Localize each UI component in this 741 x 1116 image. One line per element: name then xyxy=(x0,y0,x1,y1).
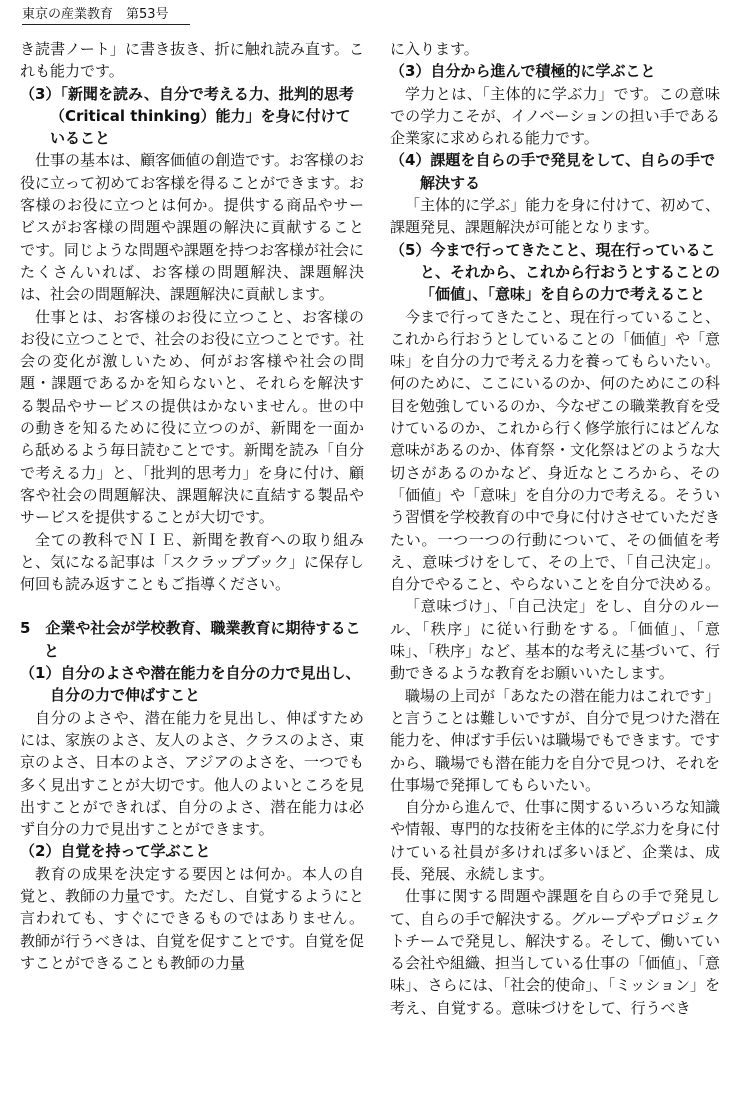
paragraph: 全ての教科でＮＩＥ、新聞を教育への取り組みと、気になる記事は「スクラップブック」に保存し何回も読み返すこともご指導ください。 xyxy=(20,530,364,594)
left-column xyxy=(20,38,364,974)
paragraph: 自分から進んで、仕事に関するいろいろな知識や情報、専門的な技術を主体的に学ぶ力を身に付けている社員が多ければ多いほど、企業は、成長、発展、永続します。 xyxy=(390,798,721,883)
paragraph: 「意味づけ」、「自己決定」をし、自分のルール、「秩序」に従い行動をする。「価値」、「意味」、「秩序」など、基本的な考えに基づいて、行動できるような教育をお願いいたします。 xyxy=(390,597,720,683)
paragraph: 教育の成果を決定する要因とは何か。本人の自覚と、教師の力量です。ただし、自覚するようにと言われても、すぐにできるものではありません。教師が行うべきは、自覚を促すことです。自覚を促すことができることも教師の力量 xyxy=(20,864,364,972)
paragraph: 職場の上司が「あなたの潜在能力はこれです」と言うことは難しいですが、自分で見つけた潜在能力を、伸ばす手伝いは職場でもできます。ですから、職場でも潜在能力を自分で見つけ、それを仕事場で発揮してもらいたい。 xyxy=(390,686,721,794)
paragraph: に入ります。 xyxy=(390,40,479,58)
page-header: 東京の産業教育 第53号 xyxy=(22,6,190,25)
section-heading-3: （3）「新聞を読み、自分で考える力、批判的思考（Critical thinking）能力」を身に付けていること xyxy=(20,84,354,148)
paragraph: 仕事とは、お客様のお役に立つこと、お客様のお役に立つことで、社会のお役に立つことです。社会の変化が激しいため、何がお客様や社会の問題・課題であるかを知らないと、それらを解決する製品やサービスの提供はかないません。世の中の動きを知るために役に立つのが、新聞を一面から舐めるよう毎日読むことです。新聞を読み「自分で考える力」と、「批判的思考力」を身に付け、顧客や社会の問題解決、課題解決に直結する製品やサービスを提供することが大切です。 xyxy=(20,307,364,527)
paragraph: き読書ノート」に書き抜き、折に触れ読み直す。これも能力です。 xyxy=(20,40,364,81)
section-heading-5: （5）今まで行ってきたこと、現在行っていること、それから、これから行おうとすることの「価値」、「意味」を自らの力で考えること xyxy=(390,240,721,304)
paragraph: 仕事の基本は、顧客価値の創造です。お客様のお役に立って初めてお客様を得ることができます。お客様のお役に立つとは何か。提供する商品やサービスがお客様の問題や課題の解決に貢献することです。同じような問題や課題を持つお客様が社会にたくさんいれば、お客様の問題解決、課題解決は、社会の問題解決、課題解決に貢献します。 xyxy=(20,151,364,304)
section-heading-1: （1）自分のよさや潜在能力を自分の力で見出し、自分の力で伸ばすこと xyxy=(20,664,361,705)
paragraph: 仕事に関する問題や課題を自らの手で発見して、自らの手で解決する。グループやプロジェクトチームで発見し、解決する。そして、働いている会社や組織、担当している仕事の「価値」、「意味」、さらには、「社会的使命」、「ミッション」を考え、自覚する。意味づけをして、行うべき xyxy=(390,887,721,1017)
spacer xyxy=(20,595,364,617)
paragraph: 「主体的に学ぶ」能力を身に付けて、初めて、課題発見、課題解決が可能となります。 xyxy=(390,196,720,237)
paragraph: 学力とは、「主体的に学ぶ力」です。この意味での学力こそが、イノベーションの担い手である企業家に求められる能力です。 xyxy=(390,84,720,148)
right-column xyxy=(390,38,720,1019)
paragraph: 今まで行ってきたこと、現在行っていること、これから行おうとしていることの「価値」や「意味」を自分の力で考える力を養ってもらいたい。何のために、ここにいるのか、何のためにこの科目を勉強しているのか、今なぜこの職業教育を受けているのか、これから行く修学旅行にはどんな意味があるのか、体育祭・文化祭はどのような大切さがあるのかなど、身近なところから、その「価値」や「意味」を自分の力で考える。そういう習慣を学校教育の中で身に付けさせていただきたい。一つ一つの行動について、その価値を考え、意味づけをして、その上で、「自己決定」。自分でやること、やらないことを自分で決める。 xyxy=(390,307,721,594)
section-heading-4: （4）課題を自らの手で発見をして、自らの手で解決する xyxy=(390,151,716,192)
section-heading-3: （3）自分から進んで積極的に学ぶこと xyxy=(390,62,656,81)
paragraph: 自分のよさや、潜在能力を見出し、伸ばすためには、家族のよさ、友人のよさ、クラスのよさ、東京のよさ、日本のよさ、アジアのよさを、一つでも多く見出すことが大切です。他人のよいところを見出すことができれば、自分のよさ、潜在能力は必ず自分の力で見出すことができます。 xyxy=(20,708,364,839)
section-heading-2: （2）自覚を持って学ぶこと xyxy=(20,842,211,861)
chapter-heading-5: 5 企業や社会が学校教育、職業教育に期待すること xyxy=(20,619,361,660)
